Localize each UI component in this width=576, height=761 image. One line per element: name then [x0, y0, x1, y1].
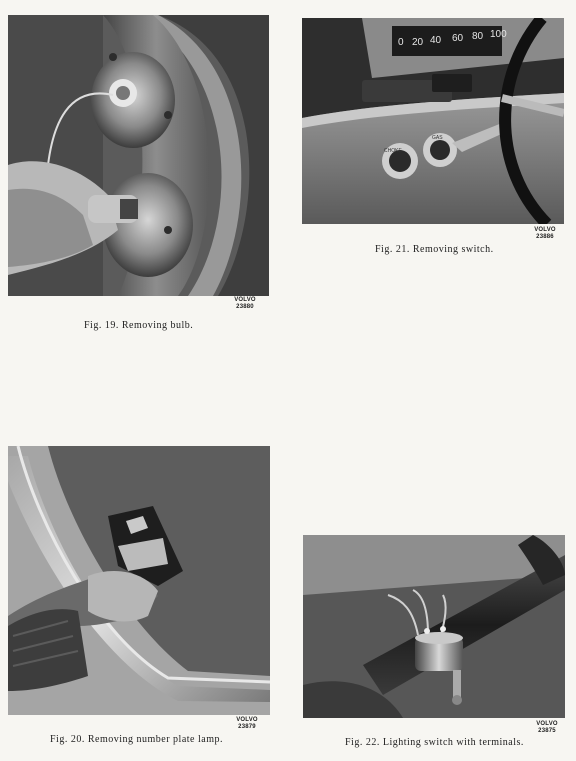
figure-21-label: Fig. 21.: [375, 244, 410, 255]
choke-knob-label: CHOKE: [384, 148, 402, 154]
figure-21-text: Removing switch.: [412, 244, 494, 255]
speedo-tick: 20: [412, 37, 424, 48]
gas-knob-label: GAS: [432, 135, 443, 141]
lighting-switch-terminals-image: [303, 535, 565, 718]
figure-20-brand: VOLVO: [236, 717, 258, 723]
figure-21-caption: [375, 244, 494, 255]
figure-20-photo: [8, 446, 270, 715]
figure-19-number-code: 23880: [236, 304, 254, 310]
figure-19-brand: VOLVO: [234, 297, 256, 303]
figure-22-label: Fig. 22.: [345, 737, 380, 748]
figure-21-photo: [302, 18, 564, 224]
speedo-tick: 100: [490, 29, 507, 40]
figure-19-text: Removing bulb.: [121, 320, 194, 331]
figure-22-code: [530, 721, 564, 735]
figure-20-number-code: 23879: [238, 724, 256, 730]
figure-21-number-code: 23886: [536, 234, 554, 240]
figure-20-caption: [50, 734, 223, 745]
speedo-tick: 60: [452, 33, 464, 44]
figure-22-brand: VOLVO: [536, 721, 558, 727]
figure-20-code: [230, 717, 264, 731]
figure-22-number-code: 23875: [538, 728, 556, 734]
figure-20-label: Fig. 20.: [50, 734, 85, 745]
figure-22-photo: [303, 535, 565, 718]
tail-lamp-bulb-removal-image: [8, 15, 269, 296]
speedo-tick: 40: [430, 35, 442, 46]
figure-21-code: [528, 227, 562, 241]
figure-19-caption: [84, 320, 193, 331]
dashboard-switch-removal-image: [302, 18, 564, 224]
figure-20-text: Removing number plate lamp.: [87, 734, 223, 745]
speedo-tick: 0: [398, 37, 404, 48]
figure-19-photo: [8, 15, 269, 296]
figure-21-brand: VOLVO: [534, 227, 556, 233]
speedo-tick: 80: [472, 31, 484, 42]
figure-19-label: Fig. 19.: [84, 320, 119, 331]
number-plate-lamp-removal-image: [8, 446, 270, 715]
figure-22-caption: [345, 737, 524, 748]
figure-22-text: Lighting switch with terminals.: [382, 737, 524, 748]
figure-19-code: [228, 297, 262, 311]
